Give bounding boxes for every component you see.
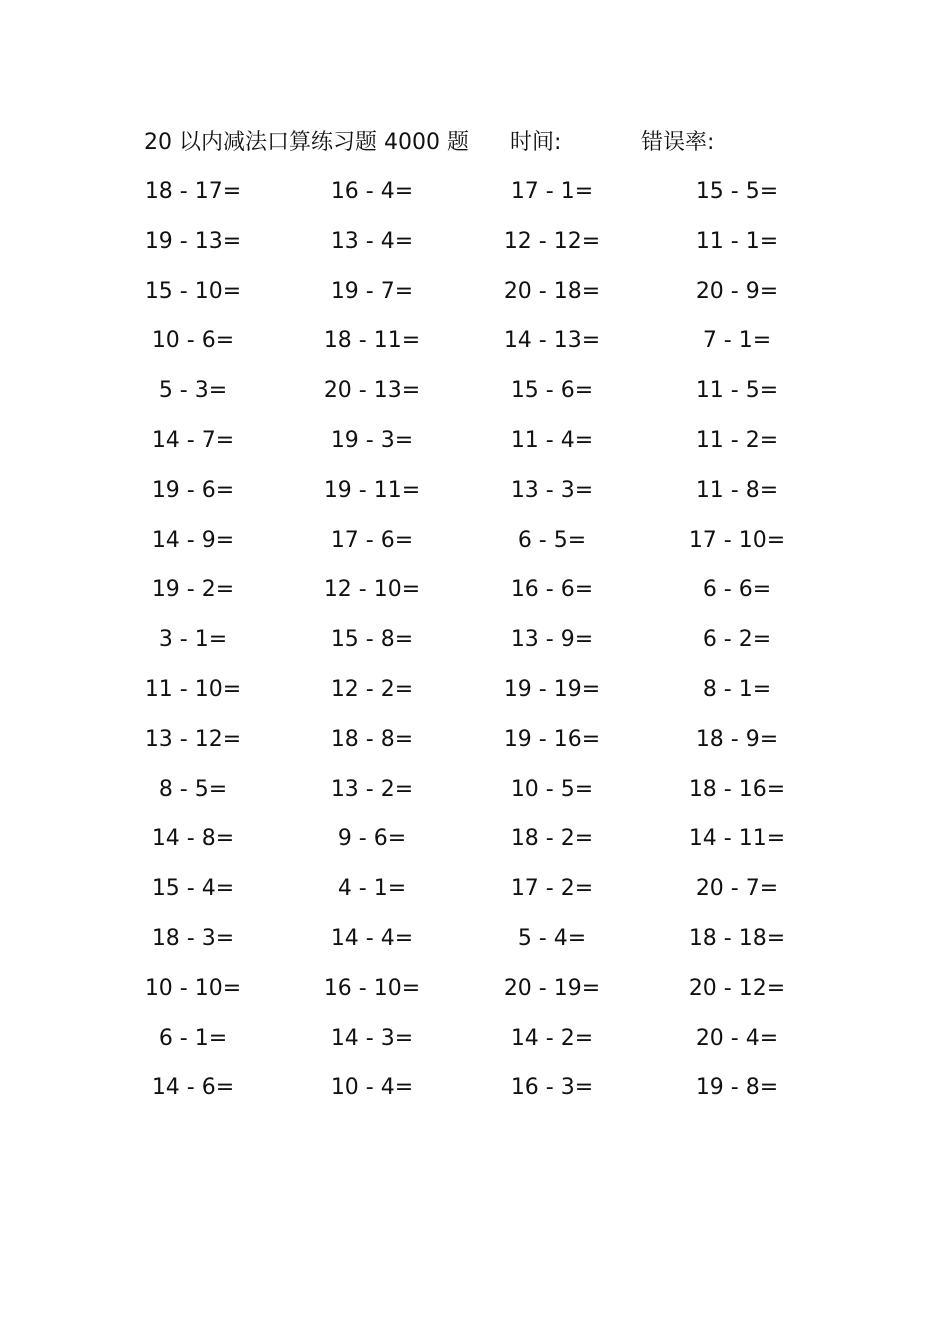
subtraction-problem: 18 - 2= bbox=[510, 826, 594, 852]
subtraction-problem: 10 - 4= bbox=[330, 1075, 414, 1101]
subtraction-problem: 19 - 8= bbox=[695, 1075, 779, 1101]
subtraction-problem: 15 - 10= bbox=[144, 278, 242, 304]
subtraction-problem: 16 - 4= bbox=[330, 179, 414, 204]
subtraction-problem: 14 - 6= bbox=[151, 1075, 235, 1101]
subtraction-problem: 11 - 5= bbox=[695, 378, 779, 404]
worksheet-header bbox=[144, 126, 844, 160]
subtraction-problem: 6 - 2= bbox=[702, 627, 772, 653]
subtraction-problem: 3 - 1= bbox=[158, 627, 228, 653]
subtraction-problem: 18 - 3= bbox=[151, 925, 235, 951]
problem-row bbox=[0, 175, 950, 225]
subtraction-problem: 14 - 7= bbox=[151, 427, 235, 453]
subtraction-problem: 14 - 9= bbox=[151, 527, 235, 553]
subtraction-problem: 11 - 8= bbox=[695, 477, 779, 503]
subtraction-problem: 6 - 5= bbox=[517, 527, 587, 553]
subtraction-problem: 19 - 3= bbox=[330, 427, 414, 453]
subtraction-problem: 17 - 2= bbox=[510, 876, 594, 902]
subtraction-problem: 15 - 4= bbox=[151, 876, 235, 902]
subtraction-problem: 10 - 6= bbox=[151, 328, 235, 354]
problem-row bbox=[0, 623, 950, 673]
problem-row bbox=[0, 225, 950, 275]
error-rate-label: 错误率: bbox=[641, 130, 715, 155]
subtraction-problem: 13 - 2= bbox=[330, 776, 414, 802]
problem-row bbox=[0, 474, 950, 524]
subtraction-problem: 20 - 12= bbox=[688, 975, 786, 1001]
subtraction-problem: 14 - 8= bbox=[151, 826, 235, 852]
subtraction-problem: 16 - 10= bbox=[323, 975, 421, 1001]
problem-row bbox=[0, 573, 950, 623]
worksheet-title: 20 以内减法口算练习题 4000 题 bbox=[144, 130, 469, 155]
subtraction-problem: 18 - 8= bbox=[330, 726, 414, 752]
subtraction-problem: 14 - 4= bbox=[330, 925, 414, 951]
problem-row bbox=[0, 524, 950, 574]
subtraction-problem: 20 - 7= bbox=[695, 876, 779, 902]
subtraction-problem: 11 - 2= bbox=[695, 427, 779, 453]
subtraction-problem: 12 - 12= bbox=[503, 228, 601, 254]
subtraction-problem: 12 - 2= bbox=[330, 676, 414, 702]
subtraction-problem: 17 - 10= bbox=[688, 527, 786, 553]
subtraction-problem: 19 - 16= bbox=[503, 726, 601, 752]
subtraction-problem: 14 - 13= bbox=[503, 328, 601, 354]
problem-row bbox=[0, 424, 950, 474]
subtraction-problem: 11 - 4= bbox=[510, 427, 594, 453]
subtraction-problem: 19 - 13= bbox=[144, 228, 242, 254]
subtraction-problem: 13 - 9= bbox=[510, 627, 594, 653]
subtraction-problem: 6 - 6= bbox=[702, 577, 772, 603]
subtraction-problem: 5 - 4= bbox=[517, 925, 587, 951]
problem-row bbox=[0, 922, 950, 972]
subtraction-problem: 18 - 17= bbox=[144, 179, 242, 204]
subtraction-problem: 18 - 9= bbox=[695, 726, 779, 752]
subtraction-problem: 7 - 1= bbox=[702, 328, 772, 354]
subtraction-problem: 11 - 10= bbox=[144, 676, 242, 702]
subtraction-problem: 16 - 6= bbox=[510, 577, 594, 603]
subtraction-problem: 13 - 4= bbox=[330, 228, 414, 254]
subtraction-problem: 10 - 10= bbox=[144, 975, 242, 1001]
subtraction-problem: 19 - 6= bbox=[151, 477, 235, 503]
problem-row bbox=[0, 673, 950, 723]
subtraction-problem: 20 - 4= bbox=[695, 1025, 779, 1051]
subtraction-problem: 11 - 1= bbox=[695, 228, 779, 254]
problem-grid bbox=[0, 175, 950, 1121]
problem-row bbox=[0, 723, 950, 773]
problem-row bbox=[0, 1071, 950, 1121]
subtraction-problem: 14 - 3= bbox=[330, 1025, 414, 1051]
problem-row bbox=[0, 1022, 950, 1072]
problem-row bbox=[0, 872, 950, 922]
subtraction-problem: 19 - 7= bbox=[330, 278, 414, 304]
subtraction-problem: 15 - 6= bbox=[510, 378, 594, 404]
subtraction-problem: 4 - 1= bbox=[337, 876, 407, 902]
subtraction-problem: 20 - 19= bbox=[503, 975, 601, 1001]
subtraction-problem: 8 - 1= bbox=[702, 676, 772, 702]
subtraction-problem: 19 - 19= bbox=[503, 676, 601, 702]
subtraction-problem: 15 - 5= bbox=[695, 179, 779, 204]
subtraction-problem: 17 - 6= bbox=[330, 527, 414, 553]
subtraction-problem: 18 - 16= bbox=[688, 776, 786, 802]
subtraction-problem: 10 - 5= bbox=[510, 776, 594, 802]
problem-row bbox=[0, 822, 950, 872]
subtraction-problem: 14 - 11= bbox=[688, 826, 786, 852]
subtraction-problem: 18 - 18= bbox=[688, 925, 786, 951]
subtraction-problem: 18 - 11= bbox=[323, 328, 421, 354]
subtraction-problem: 9 - 6= bbox=[337, 826, 407, 852]
subtraction-problem: 14 - 2= bbox=[510, 1025, 594, 1051]
subtraction-problem: 19 - 2= bbox=[151, 577, 235, 603]
subtraction-problem: 20 - 13= bbox=[323, 378, 421, 404]
subtraction-problem: 13 - 3= bbox=[510, 477, 594, 503]
problem-row bbox=[0, 374, 950, 424]
subtraction-problem: 6 - 1= bbox=[158, 1025, 228, 1051]
subtraction-problem: 17 - 1= bbox=[510, 179, 594, 204]
problem-row bbox=[0, 324, 950, 374]
subtraction-problem: 20 - 9= bbox=[695, 278, 779, 304]
subtraction-problem: 15 - 8= bbox=[330, 627, 414, 653]
subtraction-problem: 20 - 18= bbox=[503, 278, 601, 304]
problem-row bbox=[0, 972, 950, 1022]
subtraction-problem: 5 - 3= bbox=[158, 378, 228, 404]
subtraction-problem: 12 - 10= bbox=[323, 577, 421, 603]
subtraction-problem: 16 - 3= bbox=[510, 1075, 594, 1101]
problem-row bbox=[0, 773, 950, 823]
subtraction-problem: 8 - 5= bbox=[158, 776, 228, 802]
subtraction-problem: 19 - 11= bbox=[323, 477, 421, 503]
subtraction-problem: 13 - 12= bbox=[144, 726, 242, 752]
problem-row bbox=[0, 275, 950, 325]
time-label: 时间: bbox=[510, 130, 562, 155]
